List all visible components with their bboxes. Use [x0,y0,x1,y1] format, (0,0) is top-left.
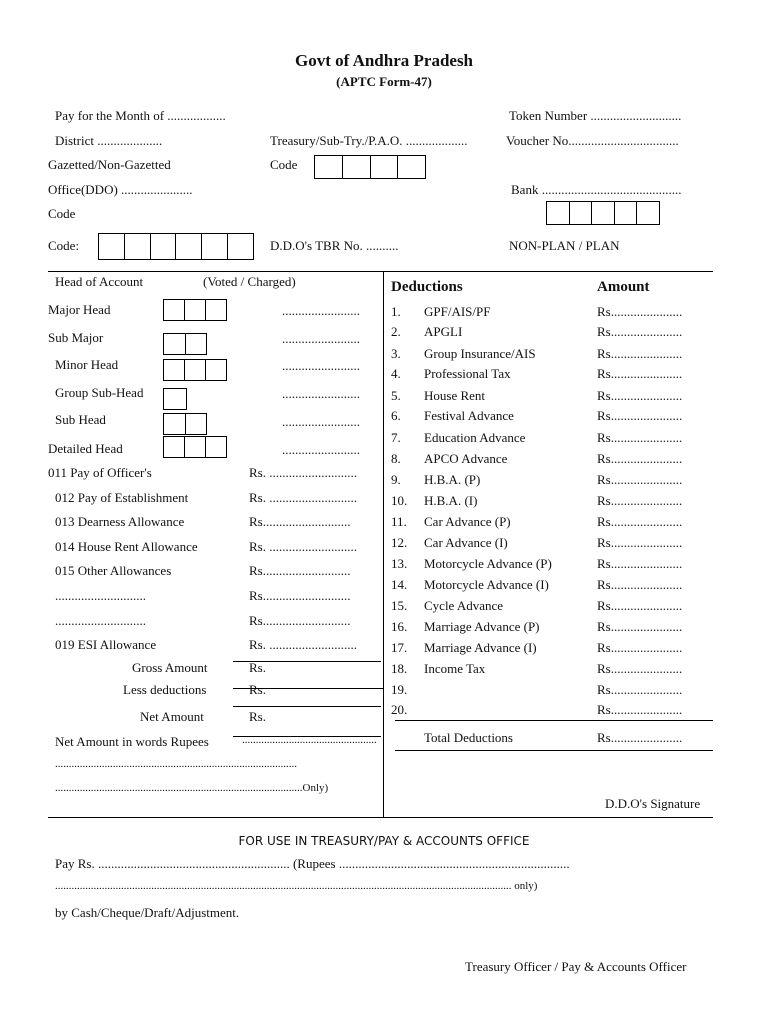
deduction-label: Marriage Advance (I) [424,640,537,655]
deduction-label: Professional Tax [424,366,511,381]
net-words-label: Net Amount in words Rupees [55,734,209,749]
payment-mode: by Cash/Cheque/Draft/Adjustment. [55,905,240,920]
deduction-label: GPF/AIS/PF [424,304,491,319]
sub-head-boxes[interactable] [163,413,207,435]
pay-item-label: 019 ESI Allowance [55,637,157,652]
form-number: (APTC Form-47) [336,74,432,89]
sub-major-boxes[interactable] [163,333,207,355]
bottom-divider [48,817,713,818]
deduction-label: APGLI [424,324,463,339]
major-head-label: Major Head [48,302,111,317]
minor-head-label: Minor Head [55,357,119,372]
office-field[interactable]: Office(DDO) ...................... [48,182,193,197]
code-label-3: Code: [48,238,80,253]
deduction-label: House Rent [424,388,486,403]
section-divider [48,271,713,272]
treasury-heading: FOR USE IN TREASURY/PAY & ACCOUNTS OFFICE [238,834,530,848]
gross-amount-value[interactable]: Rs. [249,660,266,675]
page-title: Govt of Andhra Pradesh [294,51,474,70]
deduction-amount[interactable]: Rs...................... [597,408,683,423]
sub-head-dots[interactable]: ........................ [282,414,360,429]
major-head-boxes[interactable] [163,299,227,321]
deduction-number: 1. [391,304,401,319]
net-line [233,706,381,707]
pay-item-label[interactable]: ............................ [55,588,146,603]
deduction-label: Education Advance [424,430,526,445]
deduction-label: Car Advance (P) [424,514,511,529]
detailed-head-label: Detailed Head [48,441,123,456]
deduction-number: 19. [391,682,408,697]
deduction-label: Group Insurance/AIS [424,346,536,361]
token-number-field[interactable]: Token Number ............................ [509,108,682,123]
deduction-amount[interactable]: Rs...................... [597,324,683,339]
gazetted-label: Gazetted/Non-Gazetted [48,157,171,172]
deduction-amount[interactable]: Rs...................... [597,682,683,697]
ddo-tbr-field[interactable]: D.D.O's TBR No. .......... [270,238,399,253]
deduction-amount[interactable]: Rs...................... [597,493,683,508]
deduction-label: Income Tax [424,661,486,676]
pay-item-amount[interactable]: Rs. ........................... [249,637,357,652]
pay-item-label: 011 Pay of Officer's [48,465,152,480]
pay-item-amount[interactable]: Rs........................... [249,514,351,529]
treasury-field[interactable]: Treasury/Sub-Try./P.A.O. ................... [270,133,468,148]
net-words-dots[interactable]: ................................................. [242,734,377,746]
amount-heading: Amount [597,279,650,295]
net-amount-value[interactable]: Rs. [249,709,266,724]
net-words-line-3[interactable]: ..........................................................................................Only) [55,782,329,794]
deduction-number: 8. [391,451,401,466]
detailed-head-boxes[interactable] [163,436,227,458]
deduction-amount[interactable]: Rs...................... [597,346,683,361]
deduction-number: 18. [391,661,408,676]
code-label: Code [270,157,298,172]
deduction-label: Festival Advance [424,408,514,423]
deduction-number: 2. [391,324,401,339]
plan-field[interactable]: NON-PLAN / PLAN [509,238,620,253]
deduction-amount[interactable]: Rs...................... [597,451,683,466]
deduction-label: H.B.A. (I) [424,493,478,508]
bank-field[interactable]: Bank ........................................... [511,182,682,197]
voted-charged-label: (Voted / Charged) [203,274,296,289]
deduction-amount[interactable]: Rs...................... [597,514,683,529]
group-sub-head-dots[interactable]: ........................ [282,386,360,401]
total-deductions-label: Total Deductions [424,730,513,745]
pay-item-amount[interactable]: Rs........................... [249,563,351,578]
pay-month-field[interactable]: Pay for the Month of .................. [55,108,226,123]
deduction-amount[interactable]: Rs...................... [597,366,683,381]
sub-major-dots[interactable]: ........................ [282,331,360,346]
deduction-amount[interactable]: Rs...................... [597,702,683,717]
minor-head-dots[interactable]: ........................ [282,358,360,373]
deduction-label: Marriage Advance (P) [424,619,540,634]
deduction-amount[interactable]: Rs...................... [597,388,683,403]
pay-item-amount[interactable]: Rs. ........................... [249,490,357,505]
net-words-line-2[interactable]: ........................................................................................ [55,758,297,770]
deduction-amount[interactable]: Rs...................... [597,430,683,445]
deduction-label: Motorcycle Advance (P) [424,556,552,571]
deductions-heading: Deductions [391,279,463,295]
deduction-amount[interactable]: Rs...................... [597,640,683,655]
deduction-amount[interactable]: Rs...................... [597,577,683,592]
sub-head-label: Sub Head [55,412,106,427]
head-of-account-label: Head of Account [55,274,144,289]
major-head-dots[interactable]: ........................ [282,303,360,318]
pay-item-label[interactable]: ............................ [55,613,146,628]
deduction-amount[interactable]: Rs...................... [597,598,683,613]
group-sub-head-box[interactable] [163,388,187,410]
deduction-amount[interactable]: Rs...................... [597,556,683,571]
total-deductions-amount[interactable]: Rs...................... [597,730,683,745]
deduction-amount[interactable]: Rs...................... [597,535,683,550]
only-line-field[interactable]: ...................................................................................................................................................................... only) [55,880,538,892]
deduction-number: 11. [391,514,407,529]
deduction-number: 20. [391,702,408,717]
deduction-label: Car Advance (I) [424,535,508,550]
total-line [395,720,713,721]
detailed-head-dots[interactable]: ........................ [282,442,360,457]
bank-code-boxes[interactable] [546,201,660,225]
deduction-number: 17. [391,640,408,655]
pay-rs-field[interactable]: Pay Rs. ........................................................... (Rupees ....................................................................... [55,856,570,871]
voucher-field[interactable]: Voucher No.................................. [506,133,679,148]
deduction-number: 3. [391,346,401,361]
pay-item-label: 015 Other Allowances [55,563,172,578]
pay-item-amount[interactable]: Rs........................... [249,613,351,628]
pay-item-amount[interactable]: Rs. ........................... [249,465,357,480]
less-line [233,688,383,689]
total-bottom-line [395,750,713,751]
deduction-number: 14. [391,577,408,592]
deduction-number: 4. [391,366,401,381]
deduction-number: 5. [391,388,401,403]
column-divider [383,271,384,817]
deduction-number: 15. [391,598,408,613]
pay-item-label: 012 Pay of Establishment [55,490,189,505]
district-field[interactable]: District .................... [55,133,163,148]
pay-item-amount[interactable]: Rs........................... [249,588,351,603]
deduction-amount[interactable]: Rs...................... [597,472,683,487]
deduction-number: 13. [391,556,408,571]
deduction-amount[interactable]: Rs...................... [597,304,683,319]
sub-major-label: Sub Major [48,330,104,345]
pay-item-label: 013 Dearness Allowance [55,514,185,529]
deduction-label: Cycle Advance [424,598,504,613]
treasury-officer-signature: Treasury Officer / Pay & Accounts Officer [465,959,687,974]
net-amount-label: Net Amount [140,709,204,724]
deduction-label: Motorcycle Advance (I) [424,577,549,592]
code-label-2: Code [48,206,76,221]
ddo-code-boxes[interactable] [98,233,254,260]
deduction-number: 6. [391,408,401,423]
deduction-number: 9. [391,472,401,487]
deduction-amount[interactable]: Rs...................... [597,661,683,676]
deduction-number: 12. [391,535,408,550]
deduction-label: H.B.A. (P) [424,472,481,487]
deduction-label: APCO Advance [424,451,508,466]
gross-amount-label: Gross Amount [132,660,208,675]
ddo-signature: D.D.O's Signature [605,796,701,811]
deduction-number: 7. [391,430,401,445]
pay-item-amount[interactable]: Rs. ........................... [249,539,357,554]
group-sub-head-label: Group Sub-Head [55,385,144,400]
minor-head-boxes[interactable] [163,359,227,381]
gross-line [233,661,381,662]
deduction-number: 10. [391,493,408,508]
deduction-amount[interactable]: Rs...................... [597,619,683,634]
less-deductions-label: Less deductions [123,682,207,697]
pay-item-label: 014 House Rent Allowance [55,539,198,554]
deduction-number: 16. [391,619,408,634]
less-deductions-value[interactable]: Rs. [249,682,266,697]
code-boxes[interactable] [314,155,426,179]
